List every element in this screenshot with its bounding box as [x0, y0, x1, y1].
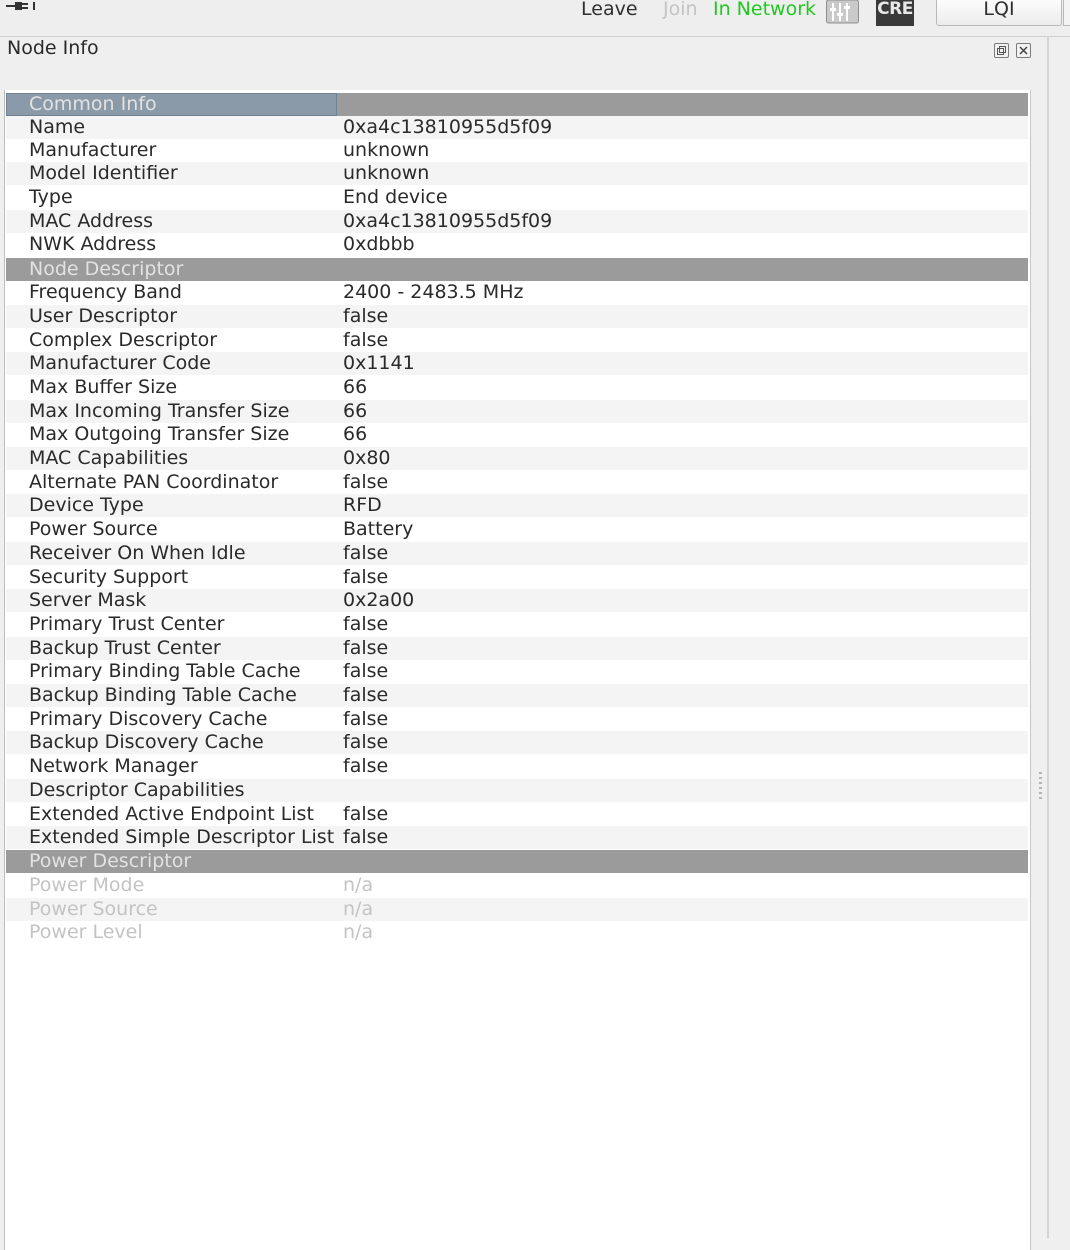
row-key: Backup Discovery Cache [29, 731, 264, 753]
table-row[interactable] [6, 447, 1028, 470]
join-button[interactable]: Join [663, 0, 698, 20]
row-key: Power Level [29, 921, 143, 943]
row-value: 0x2a00 [343, 589, 415, 611]
row-value: unknown [343, 162, 430, 184]
row-value: End device [343, 186, 448, 208]
row-key: Device Type [29, 494, 144, 516]
row-value: false [343, 755, 389, 777]
row-key: Extended Active Endpoint List [29, 803, 314, 825]
leave-button[interactable]: Leave [581, 0, 638, 20]
row-key: Max Outgoing Transfer Size [29, 423, 290, 445]
row-value: false [343, 684, 389, 706]
row-value: Battery [343, 518, 414, 540]
row-value: 66 [343, 376, 368, 398]
table-row[interactable] [6, 613, 1028, 636]
table-row[interactable] [6, 542, 1028, 565]
row-key: Backup Trust Center [29, 637, 221, 659]
row-key: Max Incoming Transfer Size [29, 400, 290, 422]
table-row[interactable] [6, 376, 1028, 399]
lqi-button[interactable]: LQI [936, 0, 1062, 26]
row-value: 0xa4c13810955d5f09 [343, 210, 553, 232]
row-value: false [343, 471, 389, 493]
table-row[interactable] [6, 566, 1028, 589]
row-value: 0xdbbb [343, 233, 415, 255]
table-row[interactable] [6, 518, 1028, 541]
row-value: false [343, 566, 389, 588]
row-key: Server Mask [29, 589, 147, 611]
row-key: Model Identifier [29, 162, 178, 184]
row-key: Complex Descriptor [29, 329, 218, 351]
table-row[interactable] [6, 637, 1028, 660]
table-row[interactable] [6, 898, 1028, 921]
row-key: Primary Discovery Cache [29, 708, 268, 730]
row-value: n/a [343, 921, 374, 943]
table-row[interactable] [6, 116, 1028, 139]
table-row[interactable] [6, 210, 1028, 233]
row-value: false [343, 803, 389, 825]
table-row[interactable] [6, 352, 1028, 375]
section-header-power-descriptor[interactable] [6, 850, 1028, 873]
table-row[interactable] [6, 826, 1028, 849]
row-value: 2400 - 2483.5 MHz [343, 281, 524, 303]
table-row[interactable] [6, 684, 1028, 707]
row-value: 0x80 [343, 447, 391, 469]
row-key: Manufacturer [29, 139, 157, 161]
row-key: MAC Address [29, 210, 154, 232]
table-row[interactable] [6, 162, 1028, 185]
table-row[interactable] [6, 494, 1028, 517]
row-value: false [343, 305, 389, 327]
row-value: 66 [343, 423, 368, 445]
row-key: Frequency Band [29, 281, 182, 303]
row-value: 66 [343, 400, 368, 422]
cre-button[interactable]: CRE [876, 0, 914, 26]
table-row[interactable] [6, 305, 1028, 328]
row-key: Power Source [29, 898, 158, 920]
row-value: RFD [343, 494, 382, 516]
row-value: unknown [343, 139, 430, 161]
table-row[interactable] [6, 281, 1028, 304]
toolbar [0, 0, 1070, 37]
firmware-icon[interactable] [826, 0, 859, 24]
table-row[interactable] [6, 589, 1028, 612]
row-key: Backup Binding Table Cache [29, 684, 297, 706]
row-key: Type [29, 186, 73, 208]
row-value: 0xa4c13810955d5f09 [343, 116, 553, 138]
table-row[interactable] [6, 471, 1028, 494]
table-row[interactable] [6, 400, 1028, 423]
dock-title: Node Info [7, 37, 99, 59]
toolbar-next-button[interactable] [1063, 0, 1070, 26]
row-key: Receiver On When Idle [29, 542, 246, 564]
window-edge [1047, 36, 1049, 1238]
section-header-common-info[interactable] [6, 93, 1028, 116]
section-title: Node Descriptor [29, 258, 184, 280]
splitter-handle[interactable] [1039, 772, 1042, 802]
row-value: n/a [343, 874, 374, 896]
row-key: Security Support [29, 566, 189, 588]
row-value: false [343, 329, 389, 351]
row-key: Network Manager [29, 755, 198, 777]
row-value: false [343, 660, 389, 682]
row-key: Power Source [29, 518, 158, 540]
table-row[interactable] [6, 139, 1028, 162]
row-value: n/a [343, 898, 374, 920]
row-value: false [343, 637, 389, 659]
table-row[interactable] [6, 660, 1028, 683]
row-value: false [343, 613, 389, 635]
table-row[interactable] [6, 779, 1028, 802]
table-row[interactable] [6, 874, 1028, 897]
table-row[interactable] [6, 233, 1028, 256]
section-title: Common Info [29, 93, 157, 115]
table-row[interactable] [6, 731, 1028, 754]
row-key: Manufacturer Code [29, 352, 211, 374]
row-key: Alternate PAN Coordinator [29, 471, 279, 493]
table-row[interactable] [6, 755, 1028, 778]
network-status: In Network [713, 0, 817, 20]
row-key: Primary Binding Table Cache [29, 660, 301, 682]
section-header-node-descriptor[interactable] [6, 258, 1028, 281]
close-icon[interactable] [1016, 43, 1031, 58]
row-key: Descriptor Capabilities [29, 779, 245, 801]
node-info-table[interactable] [4, 90, 1031, 1250]
row-value: false [343, 731, 389, 753]
row-key: NWK Address [29, 233, 157, 255]
float-icon[interactable] [994, 43, 1009, 58]
table-row[interactable] [6, 803, 1028, 826]
row-value: false [343, 542, 389, 564]
table-row[interactable] [6, 423, 1028, 446]
row-key: Extended Simple Descriptor List [29, 826, 335, 848]
section-title: Power Descriptor [29, 850, 192, 872]
row-key: Name [29, 116, 86, 138]
row-key: Primary Trust Center [29, 613, 225, 635]
row-value: false [343, 708, 389, 730]
table-row[interactable] [6, 708, 1028, 731]
row-value: false [343, 826, 389, 848]
plug-icon[interactable] [4, 0, 38, 14]
row-key: MAC Capabilities [29, 447, 189, 469]
table-row[interactable] [6, 921, 1028, 944]
row-key: User Descriptor [29, 305, 178, 327]
row-key: Power Mode [29, 874, 145, 896]
row-value: 0x1141 [343, 352, 415, 374]
table-row[interactable] [6, 186, 1028, 209]
row-key: Max Buffer Size [29, 376, 178, 398]
table-row[interactable] [6, 329, 1028, 352]
